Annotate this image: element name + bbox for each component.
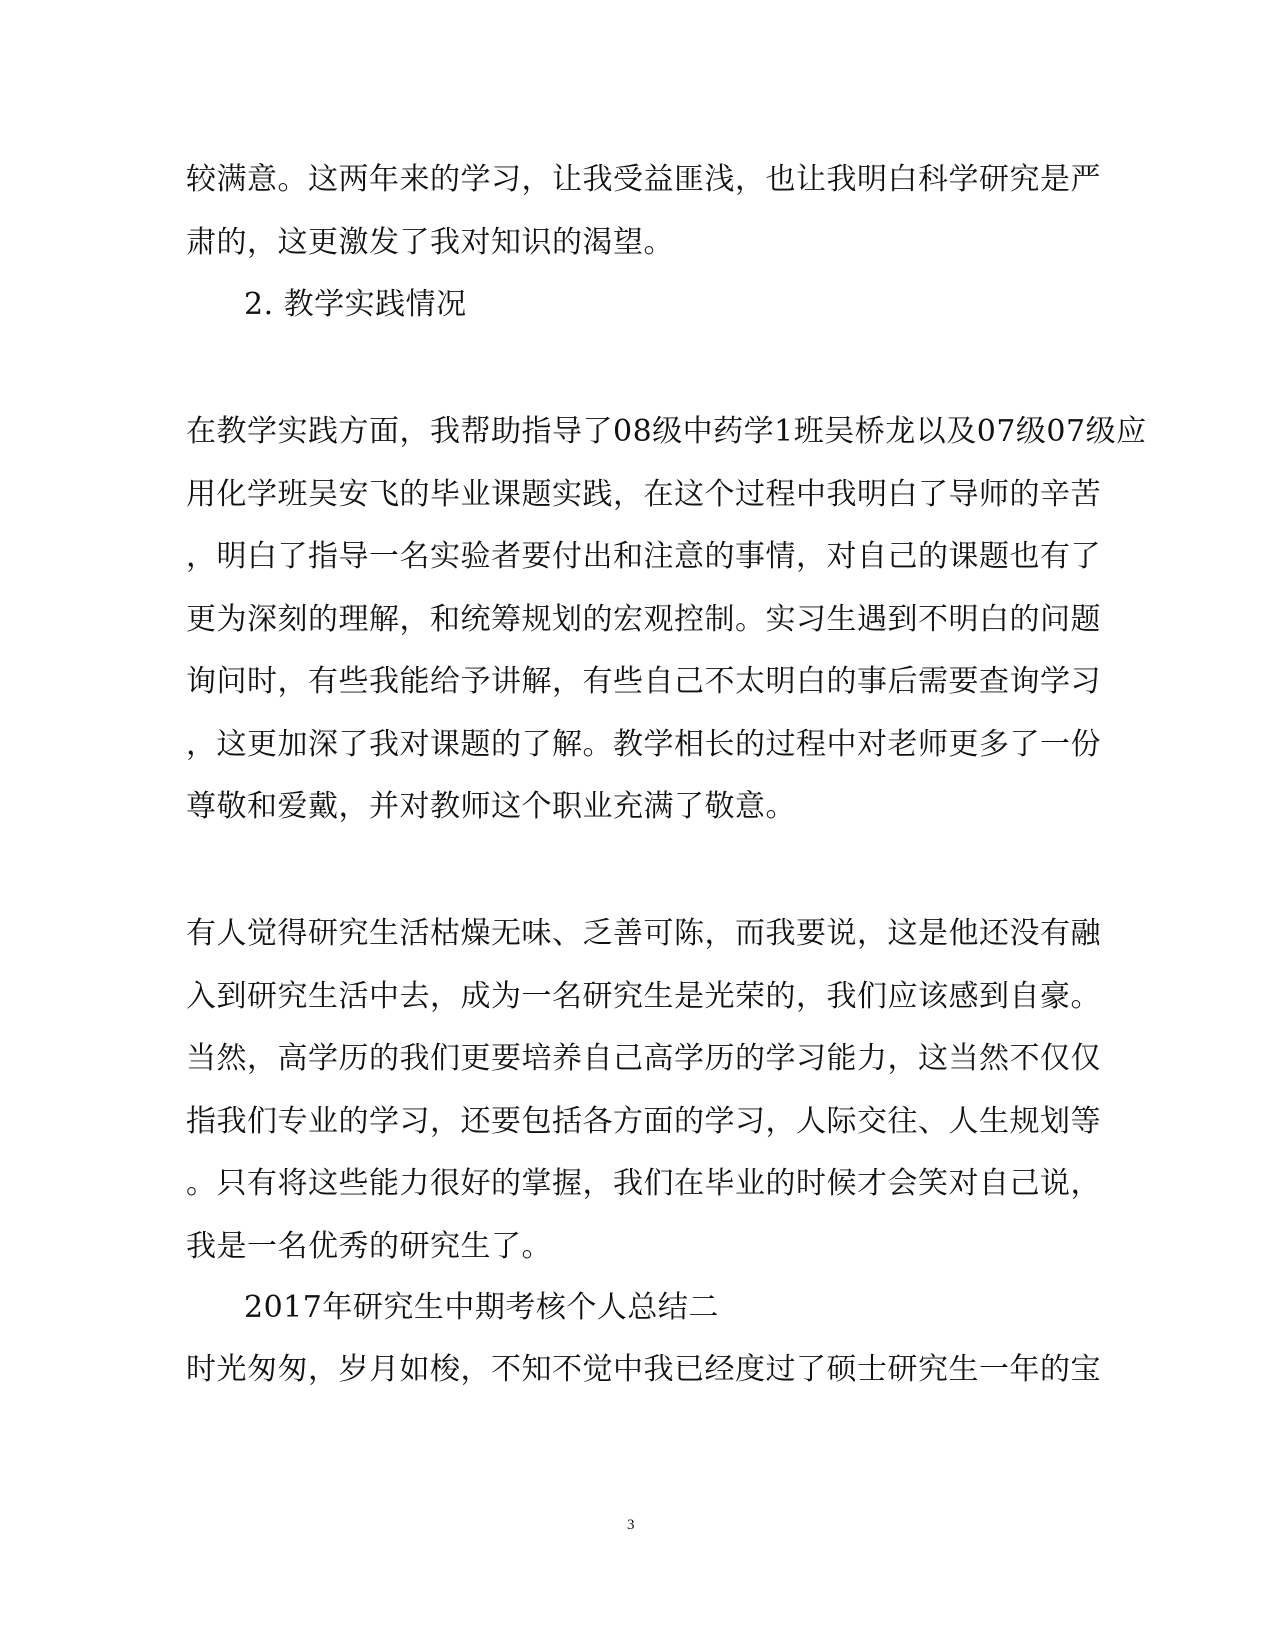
paragraph-line: 用化学班吴安飞的毕业课题实践，在这个过程中我明白了导师的辛苦 bbox=[186, 477, 1101, 512]
section-heading: 2. 教学实践情况 bbox=[244, 287, 467, 322]
paragraph-line: 更为深刻的理解，和统筹规划的宏观控制。实习生遇到不明白的问题 bbox=[186, 602, 1101, 637]
paragraph-line: 当然，高学历的我们更要培养自己高学历的学习能力，这当然不仅仅 bbox=[186, 1041, 1101, 1076]
paragraph-line: 询问时，有些我能给予讲解，有些自己不太明白的事后需要查询学习 bbox=[186, 664, 1101, 699]
paragraph-line: 我是一名优秀的研究生了。 bbox=[186, 1229, 552, 1264]
paragraph-line: 入到研究生活中去，成为一名研究生是光荣的，我们应该感到自豪。 bbox=[186, 979, 1101, 1014]
paragraph-line: ，这更加深了我对课题的了解。教学相长的过程中对老师更多了一份 bbox=[186, 727, 1101, 762]
section-heading: 2017年研究生中期考核个人总结二 bbox=[244, 1290, 719, 1325]
paragraph-line: 有人觉得研究生活枯燥无味、乏善可陈，而我要说，这是他还没有融 bbox=[186, 916, 1101, 951]
paragraph-line: 较满意。这两年来的学习，让我受益匪浅，也让我明白科学研究是严 bbox=[186, 162, 1101, 197]
paragraph-line: 时光匆匆，岁月如梭，不知不觉中我已经度过了硕士研究生一年的宝 bbox=[186, 1352, 1101, 1387]
paragraph-line: 指我们专业的学习，还要包括各方面的学习，人际交往、人生规划等 bbox=[186, 1104, 1101, 1139]
paragraph-line: 在教学实践方面，我帮助指导了08级中药学1班吴桥龙以及07级07级应 bbox=[186, 414, 1147, 449]
paragraph-line: ，明白了指导一名实验者要付出和注意的事情，对自己的课题也有了 bbox=[186, 539, 1101, 574]
paragraph-line: 。只有将这些能力很好的掌握，我们在毕业的时候才会笑对自己说， bbox=[186, 1166, 1101, 1201]
paragraph-line: 尊敬和爱戴，并对教师这个职业充满了敬意。 bbox=[186, 789, 796, 824]
paragraph-line: 肃的，这更激发了我对知识的渴望。 bbox=[186, 225, 674, 260]
page-number: 3 bbox=[627, 1517, 635, 1533]
